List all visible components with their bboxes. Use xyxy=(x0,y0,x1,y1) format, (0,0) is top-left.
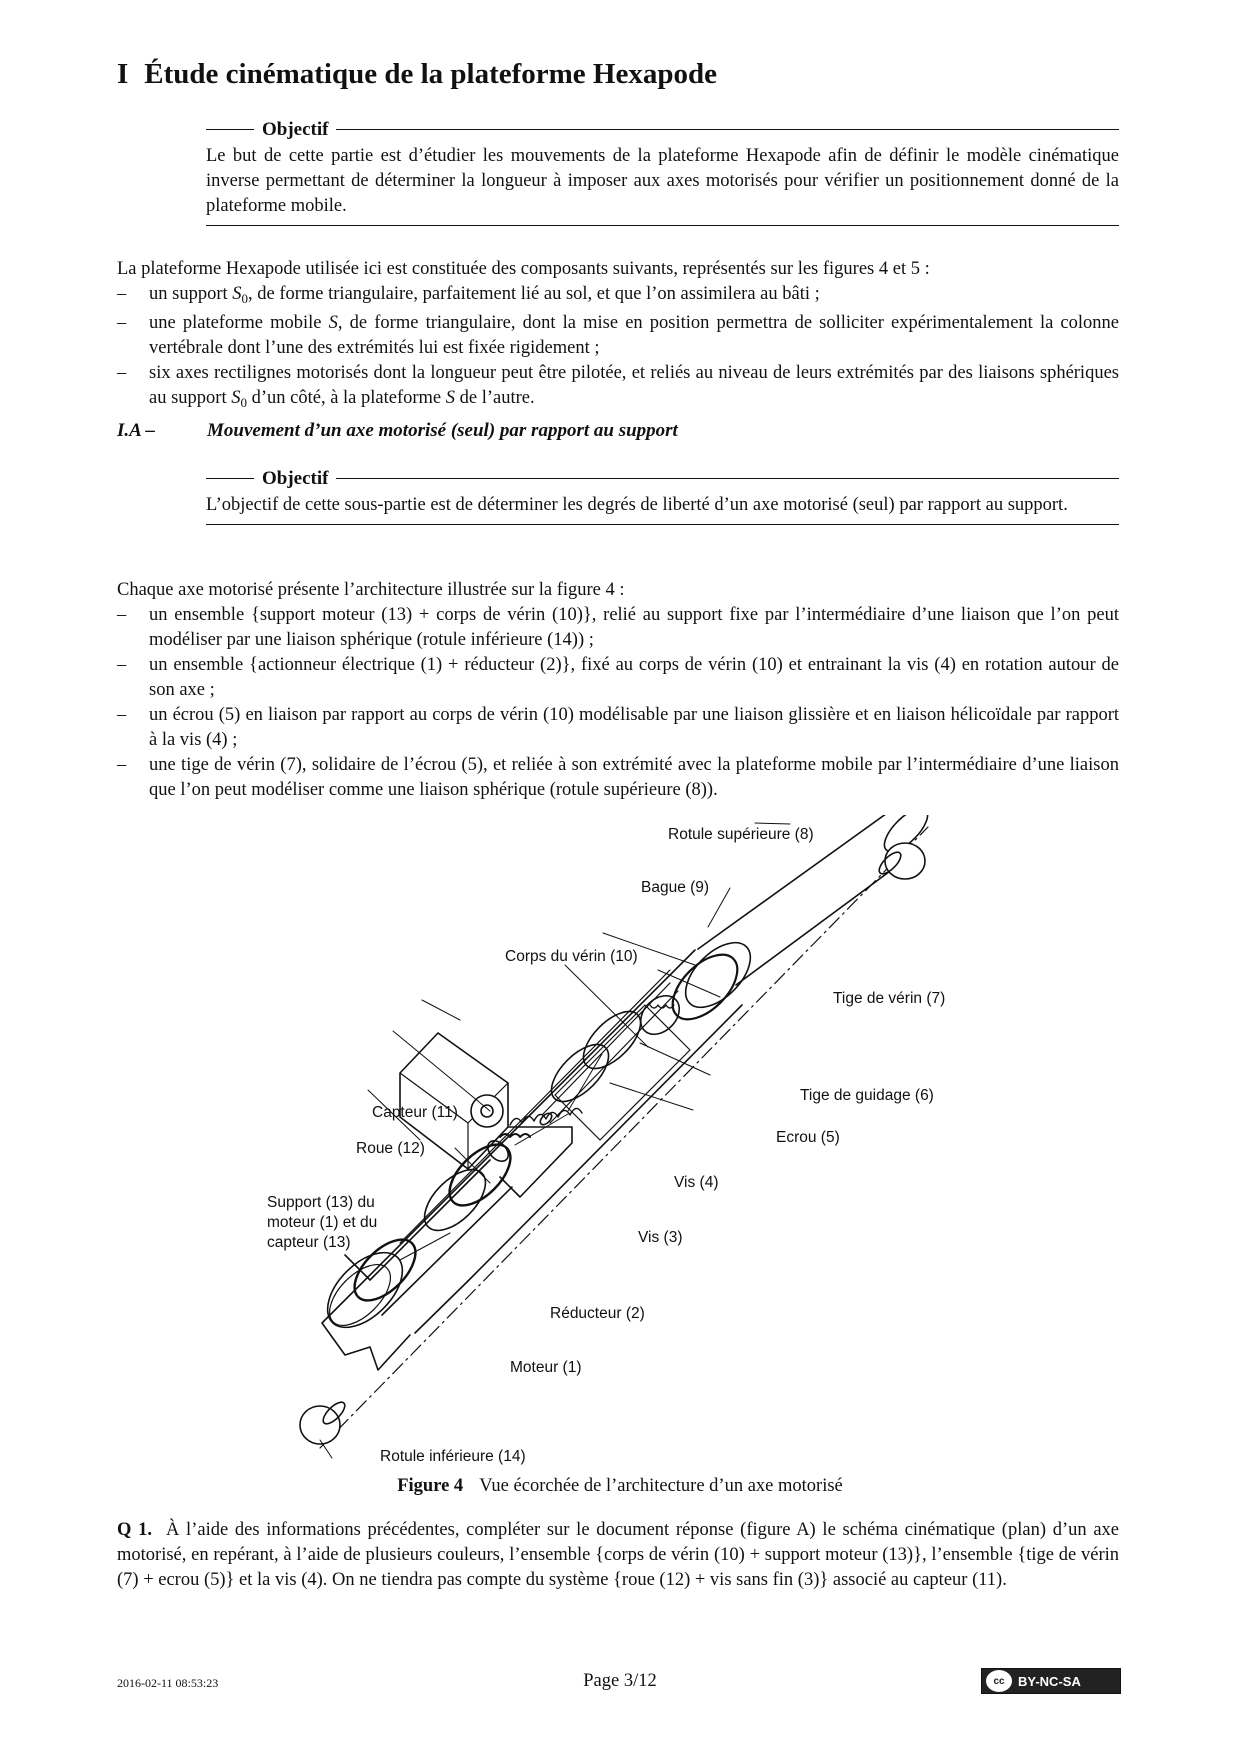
label-ecrou: Ecrou (5) xyxy=(776,1129,840,1146)
label-bague: Bague (9) xyxy=(641,879,710,896)
guide-rod xyxy=(542,983,670,1115)
section-number: I xyxy=(117,58,129,90)
objective-box-1 xyxy=(206,117,1119,226)
label-support-line-1: Support (13) du xyxy=(267,1194,375,1211)
architecture-list xyxy=(117,603,1119,803)
component-list xyxy=(117,282,1119,415)
label-support-line-2: moteur (1) et du xyxy=(267,1214,378,1231)
list-item: – six axes rectilignes motorisés dont la longueur peut être pilotée, et reliés au niveau de leurs extrémités par des liaisons sphériques au support $S_0$ d’un côté, à la plateforme S de l’autre. xyxy=(117,361,1119,415)
lower-ball-joint xyxy=(300,1406,340,1444)
question-number: Q 1. xyxy=(117,1520,152,1540)
subsection-heading xyxy=(117,420,678,442)
motor-front xyxy=(314,1239,416,1341)
actuator-cutaway-drawing xyxy=(250,815,970,1475)
label-vis-4: Vis (4) xyxy=(674,1174,719,1191)
objective-text: Le but de cette partie est d’étudier les mouvements de la plateforme Hexapode afin de définir le modèle cinématique inverse permettant de déterminer la longueur à imposer aux axes motorisés pour vérifier un positionnement donné de la plateforme mobile. xyxy=(206,144,1119,226)
list-item: – un ensemble {actionneur électrique (1) + réducteur (2)}, fixé au corps de vérin (10) et entrainant la vis (4) en rotation autour de son axe ; xyxy=(117,653,1119,703)
figure-caption-text: Vue écorchée de l’architecture d’un axe motorisé xyxy=(479,1476,843,1496)
label-vis-3: Vis (3) xyxy=(638,1229,683,1246)
page-number: Page 3/12 xyxy=(583,1671,657,1691)
list-item: – un support $S_0$, de forme triangulaire, parfaitement lié au sol, et que l’on assimilera au bâti ; xyxy=(117,282,1119,311)
figure-4 xyxy=(250,815,970,1475)
objective-header xyxy=(206,117,1119,142)
section-title: Étude cinématique de la plateforme Hexapode xyxy=(144,58,717,90)
label-tige-verin: Tige de vérin (7) xyxy=(833,990,946,1007)
label-tige-guidage: Tige de guidage (6) xyxy=(800,1087,934,1104)
license-text: BY-NC-SA xyxy=(1018,1673,1081,1689)
license-badge xyxy=(981,1668,1121,1694)
nut-rear xyxy=(542,1035,618,1111)
question-1 xyxy=(117,1518,1119,1593)
label-capteur: Capteur (11) xyxy=(372,1104,458,1121)
motor-edge xyxy=(382,1187,512,1315)
label-corps-verin: Corps du vérin (10) xyxy=(505,948,638,965)
motor-ring xyxy=(344,1229,426,1311)
list-item: – une plateforme mobile S, de forme triangulaire, dont la mise en position permettra de solliciter expérimentalement la colonne vertébrale dont l’une des extrémités lui est fixée rigidement ; xyxy=(117,311,1119,361)
creative-commons-icon: cc xyxy=(986,1670,1012,1692)
intro-paragraph xyxy=(117,257,1119,415)
reducer-front xyxy=(414,1159,496,1241)
section-heading xyxy=(117,58,717,91)
list-item: – une tige de vérin (7), solidaire de l’écrou (5), et reliée à son extrémité avec la plateforme mobile par l’intermédiaire d’une liaison que l’on peut modéliser comme une liaison sphérique (rotule supérieure (8)). xyxy=(117,753,1119,803)
question-text: À l’aide des informations précédentes, compléter sur le document réponse (figure A) le schéma cinématique (plan) d’un axe motorisé, en repérant, à l’aide de plusieurs couleurs, l’ensemble {corps de vérin (10) + support moteur (13)}, l’ensemble {tige de vérin (7) + ecrou (5)} et la vis (4). On ne tiendra pas compte du système {roue (12) + vis sans fin (3)} associé au capteur (11). xyxy=(117,1520,1119,1590)
label-rotule-superieure: Rotule supérieure (8) xyxy=(668,826,814,843)
reducer-ring xyxy=(439,1134,521,1216)
subsection-title: Mouvement d’un axe motorisé (seul) par rapport au support xyxy=(207,420,678,441)
cutaway-window xyxy=(555,1005,690,1140)
rule xyxy=(206,129,254,130)
list-item: – un écrou (5) en liaison par rapport au corps de vérin (10) modélisable par une liaison glissière et en liaison hélicoïdale par rapport à la vis (4) ; xyxy=(117,703,1119,753)
figure-number: Figure 4 xyxy=(397,1476,464,1496)
label-moteur: Moteur (1) xyxy=(510,1359,582,1376)
subsection-number: I.A – xyxy=(117,420,156,441)
objective-header xyxy=(206,466,1119,491)
intro-lead: La plateforme Hexapode utilisée ici est constituée des composants suivants, représentés sur les figures 4 et 5 : xyxy=(117,259,930,279)
footer-timestamp: 2016-02-11 08:53:23 xyxy=(117,1676,219,1690)
label-support-line-3: capteur (13) xyxy=(267,1234,351,1251)
objective-label: Objectif xyxy=(262,119,329,140)
nut xyxy=(574,1002,650,1078)
label-rotule-inferieure: Rotule inférieure (14) xyxy=(380,1448,526,1465)
list-item: – un ensemble {support moteur (13) + corps de vérin (10)}, relié au support fixe par l’intermédiaire d’une liaison que l’on peut modéliser par une liaison sphérique (rotule inférieure (14)) ; xyxy=(117,603,1119,653)
rule xyxy=(206,478,254,479)
figure-caption xyxy=(0,1476,1240,1497)
label-reducteur: Réducteur (2) xyxy=(550,1305,645,1322)
architecture-lead: Chaque axe motorisé présente l’architecture illustrée sur la figure 4 : xyxy=(117,580,625,600)
rule xyxy=(336,478,1119,479)
label-roue: Roue (12) xyxy=(356,1140,425,1157)
architecture-paragraph xyxy=(117,578,1119,803)
objective-label: Objectif xyxy=(262,468,329,489)
upper-ball-joint xyxy=(885,843,925,879)
rule xyxy=(336,129,1119,130)
objective-box-2 xyxy=(206,466,1119,525)
objective-text: L’objectif de cette sous-partie est de déterminer les degrés de liberté d’un axe motorisé (seul) par rapport au support. xyxy=(206,493,1119,525)
